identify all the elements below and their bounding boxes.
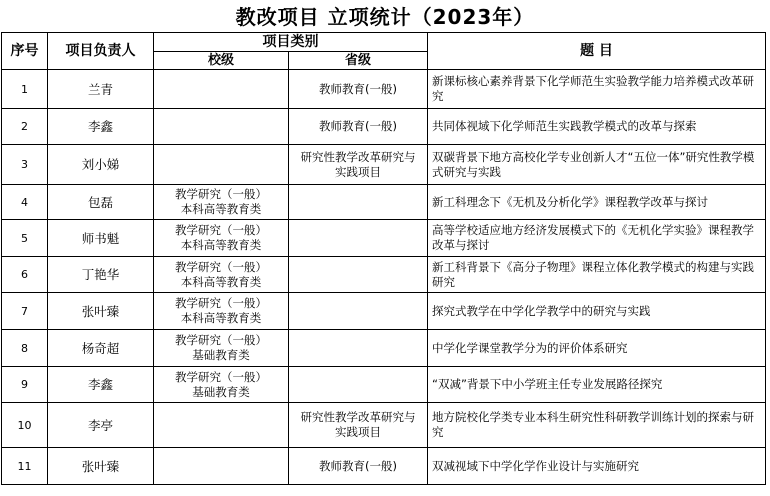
table-row bbox=[2, 330, 766, 367]
cell-topic: 新工科背景下《高分子物理》课程立体化教学模式的构建与实践研究 bbox=[428, 257, 766, 293]
cell-topic: 中学化学课堂教学分为的评价体系研究 bbox=[428, 330, 766, 367]
cell-no: 1 bbox=[2, 70, 48, 109]
cell-leader: 杨奇超 bbox=[48, 330, 154, 367]
school-line-1: 教学研究（一般） bbox=[175, 369, 267, 384]
cell-province bbox=[289, 257, 428, 293]
school-line-1: 教学研究（一般） bbox=[175, 187, 267, 201]
school-line-1: 教学研究（一般） bbox=[175, 296, 267, 310]
cell-topic: 双碳背景下地方高校化学专业创新人才“五位一体”研究性教学模式研究与实践 bbox=[428, 145, 766, 185]
cell-school bbox=[154, 70, 289, 109]
cell-school bbox=[154, 403, 289, 448]
province-line-1: 教师教育(一般) bbox=[319, 119, 397, 133]
cell-province bbox=[289, 109, 428, 145]
cell-topic: 新工科理念下《无机及分析化学》课程教学改革与探讨 bbox=[428, 185, 766, 220]
cell-topic: 地方院校化学类专业本科生研究性科研教学训练计划的探索与研究 bbox=[428, 403, 766, 448]
table-row bbox=[2, 70, 766, 109]
cell-province bbox=[289, 448, 428, 485]
cell-leader: 师书魁 bbox=[48, 220, 154, 257]
province-line-2: 实践项目 bbox=[335, 425, 381, 439]
cell-province bbox=[289, 403, 428, 448]
cell-leader: 刘小娣 bbox=[48, 145, 154, 185]
cell-province bbox=[289, 367, 428, 403]
school-line-1: 教学研究（一般） bbox=[175, 223, 267, 237]
cell-topic: 共同体视域下化学师范生实践教学模式的改革与探索 bbox=[428, 109, 766, 145]
table-row bbox=[2, 367, 766, 403]
table-row bbox=[2, 293, 766, 330]
cell-leader: 丁艳华 bbox=[48, 257, 154, 293]
cell-school bbox=[154, 109, 289, 145]
header-category: 项目类别 bbox=[154, 33, 428, 52]
cell-topic: 新课标核心素养背景下化学师范生实验教学能力培养模式改革研究 bbox=[428, 70, 766, 109]
cell-no: 9 bbox=[2, 367, 48, 403]
school-line-2: 本科高等教育类 bbox=[180, 202, 262, 216]
cell-leader: 兰青 bbox=[48, 70, 154, 109]
cell-school bbox=[154, 293, 289, 330]
cell-province bbox=[289, 220, 428, 257]
school-line-2: 基础教育类 bbox=[192, 384, 250, 399]
header-province: 省级 bbox=[289, 52, 428, 70]
cell-no: 2 bbox=[2, 109, 48, 145]
cell-province bbox=[289, 70, 428, 109]
cell-school bbox=[154, 367, 289, 403]
table-row bbox=[2, 220, 766, 257]
cell-province bbox=[289, 330, 428, 367]
school-line-2: 本科高等教育类 bbox=[180, 311, 262, 325]
province-line-1: 教师教育(一般) bbox=[319, 458, 397, 473]
cell-leader: 李鑫 bbox=[48, 109, 154, 145]
cell-leader: 李鑫 bbox=[48, 367, 154, 403]
cell-topic: 双减视域下中学化学作业设计与实施研究 bbox=[428, 448, 766, 485]
cell-no: 11 bbox=[2, 448, 48, 485]
school-line-2: 本科高等教育类 bbox=[180, 274, 262, 289]
school-line-1: 教学研究（一般） bbox=[175, 259, 267, 274]
cell-leader: 张叶臻 bbox=[48, 448, 154, 485]
province-line-1: 研究性教学改革研究与 bbox=[300, 149, 416, 164]
cell-province bbox=[289, 293, 428, 330]
header-school: 校级 bbox=[154, 52, 289, 70]
cell-topic: “双减”背景下中小学班主任专业发展路径探究 bbox=[428, 367, 766, 403]
cell-no: 5 bbox=[2, 220, 48, 257]
cell-province bbox=[289, 185, 428, 220]
cell-school bbox=[154, 257, 289, 293]
cell-no: 4 bbox=[2, 185, 48, 220]
table-row bbox=[2, 109, 766, 145]
project-table bbox=[1, 32, 766, 485]
table-row bbox=[2, 185, 766, 220]
cell-no: 10 bbox=[2, 403, 48, 448]
cell-school bbox=[154, 185, 289, 220]
cell-topic: 高等学校适应地方经济发展模式下的《无机化学实验》课程教学改革与探讨 bbox=[428, 220, 766, 257]
cell-school bbox=[154, 145, 289, 185]
cell-leader: 李亭 bbox=[48, 403, 154, 448]
cell-leader: 张叶臻 bbox=[48, 293, 154, 330]
header-topic: 题 目 bbox=[428, 33, 766, 70]
province-line-1: 研究性教学改革研究与 bbox=[300, 410, 416, 424]
province-line-2: 实践项目 bbox=[335, 164, 381, 179]
cell-no: 7 bbox=[2, 293, 48, 330]
table-row bbox=[2, 257, 766, 293]
school-line-2: 基础教育类 bbox=[192, 348, 250, 362]
cell-no: 3 bbox=[2, 145, 48, 185]
cell-school bbox=[154, 220, 289, 257]
cell-topic: 探究式教学在中学化学教学中的研究与实践 bbox=[428, 293, 766, 330]
cell-school bbox=[154, 448, 289, 485]
header-leader: 项目负责人 bbox=[48, 33, 154, 70]
cell-school bbox=[154, 330, 289, 367]
table-row bbox=[2, 403, 766, 448]
cell-province bbox=[289, 145, 428, 185]
cell-leader: 包磊 bbox=[48, 185, 154, 220]
header-no: 序号 bbox=[2, 33, 48, 70]
school-line-2: 本科高等教育类 bbox=[180, 238, 262, 252]
cell-no: 8 bbox=[2, 330, 48, 367]
province-line-1: 教师教育(一般) bbox=[319, 81, 397, 96]
school-line-1: 教学研究（一般） bbox=[175, 333, 267, 347]
table-row bbox=[2, 145, 766, 185]
table-row bbox=[2, 448, 766, 485]
page-title: 教改项目 立项统计（2023年） bbox=[235, 5, 535, 29]
cell-no: 6 bbox=[2, 257, 48, 293]
